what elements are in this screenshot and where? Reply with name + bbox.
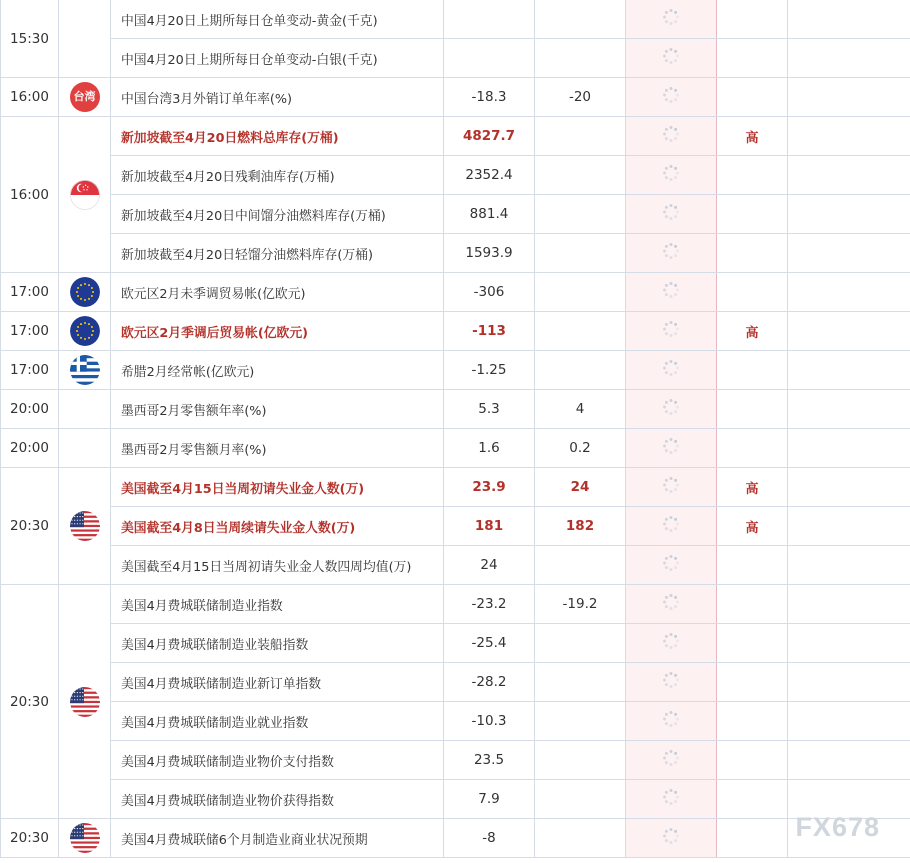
table-row[interactable] <box>1 312 910 351</box>
event-time: 17:00 <box>1 312 59 351</box>
loading-spinner-icon <box>662 8 680 26</box>
previous-value-loading <box>626 390 717 429</box>
taiwan-flag-icon: 台湾 <box>70 82 100 112</box>
forecast-value: 24 <box>535 468 626 507</box>
loading-spinner-icon <box>662 320 680 338</box>
previous-value-loading <box>626 624 717 663</box>
impact-level <box>717 390 788 429</box>
previous-value-loading <box>626 546 717 585</box>
interpretation-cell <box>788 78 910 117</box>
impact-level <box>717 429 788 468</box>
forecast-value <box>535 195 626 234</box>
interpretation-cell <box>788 390 910 429</box>
forecast-value <box>535 351 626 390</box>
previous-value-loading <box>626 312 717 351</box>
event-name[interactable]: 美国4月费城联储制造业就业指数 <box>111 702 444 741</box>
usa-flag-icon <box>70 511 100 541</box>
actual-value: -23.2 <box>444 585 535 624</box>
event-time: 20:30 <box>1 585 59 819</box>
forecast-value: 0.2 <box>535 429 626 468</box>
forecast-value: -20 <box>535 78 626 117</box>
table-row[interactable] <box>1 663 910 702</box>
loading-spinner-icon <box>662 593 680 611</box>
event-name[interactable]: 中国4月20日上期所每日仓单变动-白银(千克) <box>111 39 444 78</box>
previous-value-loading <box>626 663 717 702</box>
loading-spinner-icon <box>662 281 680 299</box>
forecast-value <box>535 780 626 819</box>
table-row[interactable] <box>1 78 910 117</box>
event-name[interactable]: 美国4月费城联储制造业新订单指数 <box>111 663 444 702</box>
loading-spinner-icon <box>662 242 680 260</box>
actual-value: -10.3 <box>444 702 535 741</box>
interpretation-cell <box>788 507 910 546</box>
country-flag-cell <box>59 429 111 468</box>
loading-spinner-icon <box>662 164 680 182</box>
actual-value: 23.5 <box>444 741 535 780</box>
loading-spinner-icon <box>662 398 680 416</box>
impact-level <box>717 585 788 624</box>
actual-value: 23.9 <box>444 468 535 507</box>
loading-spinner-icon <box>662 788 680 806</box>
previous-value-loading <box>626 819 717 858</box>
previous-value-loading <box>626 78 717 117</box>
actual-value: -8 <box>444 819 535 858</box>
table-row[interactable] <box>1 702 910 741</box>
previous-value-loading <box>626 0 717 39</box>
previous-value-loading <box>626 585 717 624</box>
event-name[interactable]: 新加坡截至4月20日中间馏分油燃料库存(万桶) <box>111 195 444 234</box>
actual-value: 5.3 <box>444 390 535 429</box>
table-row[interactable] <box>1 819 910 858</box>
impact-level <box>717 351 788 390</box>
loading-spinner-icon <box>662 86 680 104</box>
interpretation-cell <box>788 702 910 741</box>
event-name[interactable]: 美国截至4月15日当周初请失业金人数四周均值(万) <box>111 546 444 585</box>
actual-value: -25.4 <box>444 624 535 663</box>
actual-value: -28.2 <box>444 663 535 702</box>
event-time: 17:00 <box>1 351 59 390</box>
forecast-value <box>535 39 626 78</box>
actual-value <box>444 39 535 78</box>
actual-value: -1.25 <box>444 351 535 390</box>
table-row[interactable] <box>1 0 910 39</box>
loading-spinner-icon <box>662 47 680 65</box>
actual-value: 181 <box>444 507 535 546</box>
impact-level <box>717 819 788 858</box>
event-time: 20:30 <box>1 468 59 585</box>
eu-flag-icon <box>70 277 100 307</box>
greece-flag-icon <box>70 355 100 385</box>
loading-spinner-icon <box>662 359 680 377</box>
impact-level <box>717 156 788 195</box>
event-name[interactable]: 中国台湾3月外销订单年率(%) <box>111 78 444 117</box>
loading-spinner-icon <box>662 710 680 728</box>
interpretation-cell <box>788 156 910 195</box>
event-time: 20:00 <box>1 429 59 468</box>
actual-value: -113 <box>444 312 535 351</box>
forecast-value <box>535 663 626 702</box>
table-row[interactable] <box>1 117 910 156</box>
loading-spinner-icon <box>662 125 680 143</box>
interpretation-cell <box>788 585 910 624</box>
forecast-value <box>535 819 626 858</box>
impact-level <box>717 624 788 663</box>
previous-value-loading <box>626 156 717 195</box>
usa-flag-icon <box>70 823 100 853</box>
impact-level: 高 <box>717 117 788 156</box>
impact-level <box>717 663 788 702</box>
interpretation-cell <box>788 273 910 312</box>
loading-spinner-icon <box>662 203 680 221</box>
interpretation-cell <box>788 429 910 468</box>
event-name[interactable]: 新加坡截至4月20日残剩油库存(万桶) <box>111 156 444 195</box>
event-time: 20:30 <box>1 819 59 858</box>
event-name[interactable]: 美国截至4月15日当周初请失业金人数(万) <box>111 468 444 507</box>
table-row[interactable] <box>1 507 910 546</box>
loading-spinner-icon <box>662 749 680 767</box>
actual-value: 1593.9 <box>444 234 535 273</box>
previous-value-loading <box>626 468 717 507</box>
impact-level <box>717 234 788 273</box>
actual-value: 1.6 <box>444 429 535 468</box>
interpretation-cell <box>788 312 910 351</box>
event-time: 16:00 <box>1 117 59 273</box>
interpretation-cell <box>788 741 910 780</box>
impact-level <box>717 39 788 78</box>
eu-flag-icon <box>70 316 100 346</box>
forecast-value <box>535 156 626 195</box>
forecast-value <box>535 273 626 312</box>
impact-level <box>717 273 788 312</box>
previous-value-loading <box>626 234 717 273</box>
event-name[interactable]: 美国4月费城联储6个月制造业商业状况预期 <box>111 819 444 858</box>
table-row[interactable] <box>1 390 910 429</box>
event-name[interactable]: 美国4月费城联储制造业物价获得指数 <box>111 780 444 819</box>
loading-spinner-icon <box>662 827 680 845</box>
forecast-value <box>535 702 626 741</box>
table-row[interactable] <box>1 780 910 819</box>
previous-value-loading <box>626 351 717 390</box>
previous-value-loading <box>626 39 717 78</box>
table-row[interactable] <box>1 273 910 312</box>
interpretation-cell <box>788 39 910 78</box>
previous-value-loading <box>626 741 717 780</box>
table-row[interactable] <box>1 351 910 390</box>
event-name[interactable]: 墨西哥2月零售额月率(%) <box>111 429 444 468</box>
impact-level <box>717 0 788 39</box>
event-name[interactable]: 美国4月费城联储制造业物价支付指数 <box>111 741 444 780</box>
actual-value: 881.4 <box>444 195 535 234</box>
previous-value-loading <box>626 195 717 234</box>
table-row[interactable] <box>1 624 910 663</box>
previous-value-loading <box>626 507 717 546</box>
event-name[interactable]: 墨西哥2月零售额年率(%) <box>111 390 444 429</box>
country-flag-cell <box>59 117 111 273</box>
forecast-value: 4 <box>535 390 626 429</box>
impact-level <box>717 741 788 780</box>
event-name[interactable]: 欧元区2月季调后贸易帐(亿欧元) <box>111 312 444 351</box>
forecast-value: -19.2 <box>535 585 626 624</box>
interpretation-cell <box>788 546 910 585</box>
forecast-value <box>535 312 626 351</box>
event-time: 15:30 <box>1 0 59 78</box>
event-name[interactable]: 美国4月费城联储制造业指数 <box>111 585 444 624</box>
impact-level <box>717 546 788 585</box>
event-name[interactable]: 美国4月费城联储制造业装船指数 <box>111 624 444 663</box>
interpretation-cell <box>788 663 910 702</box>
country-flag-cell <box>59 819 111 858</box>
loading-spinner-icon <box>662 671 680 689</box>
interpretation-cell <box>788 195 910 234</box>
interpretation-cell <box>788 234 910 273</box>
country-flag-cell <box>59 273 111 312</box>
country-flag-cell <box>59 390 111 429</box>
previous-value-loading <box>626 702 717 741</box>
watermark: FX678 <box>795 812 880 842</box>
table-row[interactable] <box>1 39 910 78</box>
country-flag-cell <box>59 351 111 390</box>
table-row[interactable] <box>1 429 910 468</box>
event-time: 16:00 <box>1 78 59 117</box>
actual-value: -306 <box>444 273 535 312</box>
event-name[interactable]: 希腊2月经常帐(亿欧元) <box>111 351 444 390</box>
forecast-value <box>535 0 626 39</box>
impact-level: 高 <box>717 312 788 351</box>
table-row[interactable] <box>1 741 910 780</box>
table-row[interactable] <box>1 234 910 273</box>
forecast-value <box>535 546 626 585</box>
previous-value-loading <box>626 117 717 156</box>
interpretation-cell <box>788 468 910 507</box>
forecast-value <box>535 117 626 156</box>
table-row[interactable] <box>1 546 910 585</box>
loading-spinner-icon <box>662 476 680 494</box>
table-row[interactable] <box>1 585 910 624</box>
loading-spinner-icon <box>662 632 680 650</box>
table-row[interactable] <box>1 195 910 234</box>
impact-level: 高 <box>717 507 788 546</box>
forecast-value <box>535 741 626 780</box>
forecast-value <box>535 234 626 273</box>
impact-level <box>717 195 788 234</box>
event-name[interactable]: 中国4月20日上期所每日仓单变动-黄金(千克) <box>111 0 444 39</box>
country-flag-cell <box>59 585 111 819</box>
loading-spinner-icon <box>662 437 680 455</box>
interpretation-cell <box>788 351 910 390</box>
country-flag-cell <box>59 0 111 78</box>
loading-spinner-icon <box>662 515 680 533</box>
country-flag-cell <box>59 78 111 117</box>
table-row[interactable] <box>1 156 910 195</box>
previous-value-loading <box>626 273 717 312</box>
actual-value: -18.3 <box>444 78 535 117</box>
event-name[interactable]: 美国截至4月8日当周续请失业金人数(万) <box>111 507 444 546</box>
actual-value <box>444 0 535 39</box>
impact-level <box>717 780 788 819</box>
event-time: 20:00 <box>1 390 59 429</box>
interpretation-cell <box>788 624 910 663</box>
forecast-value <box>535 624 626 663</box>
interpretation-cell <box>788 0 910 39</box>
impact-level <box>717 78 788 117</box>
actual-value: 7.9 <box>444 780 535 819</box>
table-row[interactable] <box>1 468 910 507</box>
loading-spinner-icon <box>662 554 680 572</box>
singapore-flag-icon <box>70 180 100 210</box>
country-flag-cell <box>59 468 111 585</box>
previous-value-loading <box>626 780 717 819</box>
usa-flag-icon <box>70 687 100 717</box>
interpretation-cell <box>788 117 910 156</box>
event-time: 17:00 <box>1 273 59 312</box>
actual-value: 4827.7 <box>444 117 535 156</box>
event-name[interactable]: 新加坡截至4月20日燃料总库存(万桶) <box>111 117 444 156</box>
forecast-value: 182 <box>535 507 626 546</box>
event-name[interactable]: 欧元区2月未季调贸易帐(亿欧元) <box>111 273 444 312</box>
impact-level: 高 <box>717 468 788 507</box>
actual-value: 24 <box>444 546 535 585</box>
event-name[interactable]: 新加坡截至4月20日轻馏分油燃料库存(万桶) <box>111 234 444 273</box>
impact-level <box>717 702 788 741</box>
country-flag-cell <box>59 312 111 351</box>
previous-value-loading <box>626 429 717 468</box>
actual-value: 2352.4 <box>444 156 535 195</box>
